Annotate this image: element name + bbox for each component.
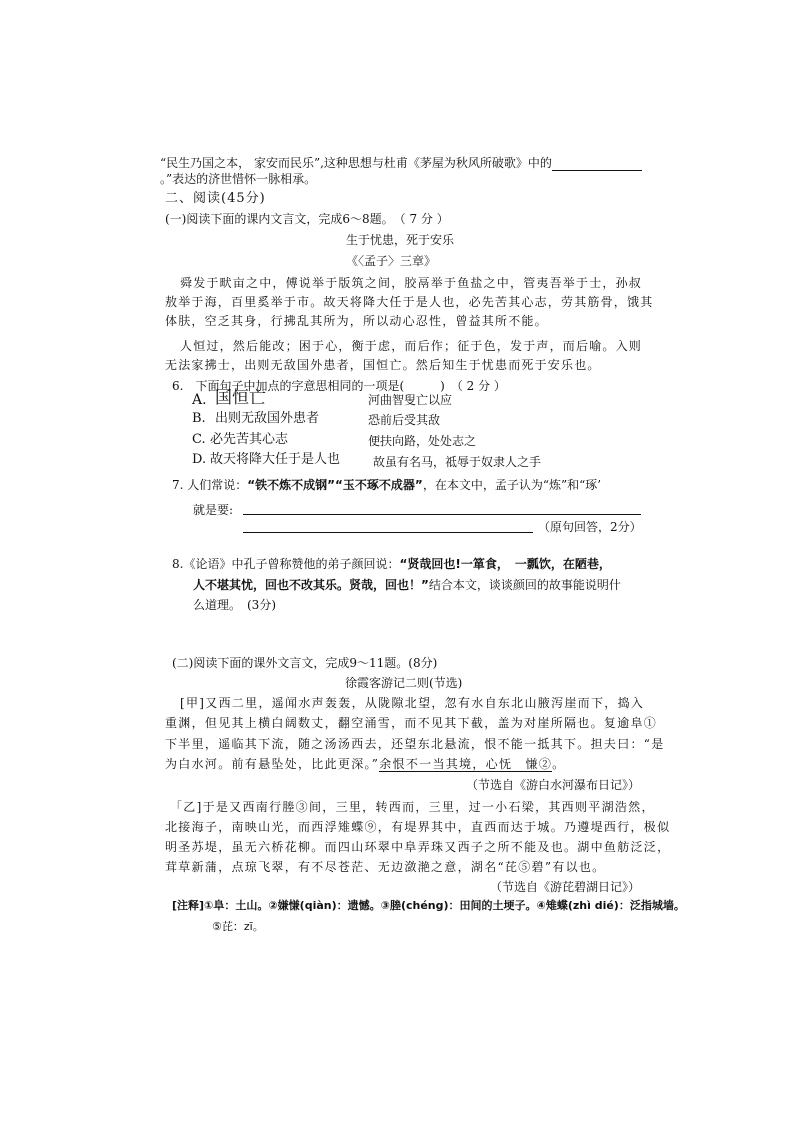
fill-blank[interactable] <box>552 158 642 171</box>
section-heading: 二、阅读(45分) <box>165 191 266 206</box>
part1-instruction: (一)阅读下面的课内文言文，完成6～8题。 （ 7 分 ） <box>165 212 449 226</box>
q8-text-2: 结合本文，谈谈颜回的故事能说明什 <box>428 578 621 592</box>
q7-answer-line-1[interactable] <box>243 514 641 515</box>
q7-answer-label: 就是要: <box>193 503 234 517</box>
q6-option-letter: B. <box>192 411 206 426</box>
q8-line-3: 么道理。 (3分) <box>193 598 276 612</box>
para1-line: 体肤，空乏其身，行拂乱其所为，所以动心忍性，曾益其所不能。 <box>165 314 548 328</box>
annotation-notes: [注释]①阜：土山。②嫌慊(qiàn)：遗憾。③塍(chéng)：田间的土埂子。④雉蝶(zhì dié)：泛指城墙。 <box>172 899 685 912</box>
jia-last-line <box>165 756 565 772</box>
yi-line: 「乙]于是又西南行塍③间，三里，转西而，三里，过一小石梁，其西则平湖浩然， <box>170 800 655 814</box>
q6-option-letter: C. <box>192 432 206 447</box>
part2-instruction: (二)阅读下面的课外文言文，完成9～11题。(8分) <box>172 656 438 670</box>
q6-option-letter: D. <box>192 452 207 467</box>
q8-text: 8.《论语》中孔子曾称赞他的弟子颜回说： <box>172 557 400 571</box>
intro-line-2: 。”表达的济世惜怀一脉相承。 <box>160 172 317 186</box>
q7-stem-text-2: ，在本文中，孟子认为“炼”和“琢’ <box>422 478 602 492</box>
q6-option-main: 故天将降大任于是人也 <box>210 452 341 467</box>
jia-text-end: 。 <box>552 757 566 771</box>
q8-line-2 <box>193 577 621 593</box>
q6-option-main: 必先苦其心志 <box>210 432 289 447</box>
q7-quote: “铁不炼不成钢”“玉不琢不成器” <box>247 478 423 492</box>
q6-option-main: 国恒亡 <box>215 388 266 408</box>
para1-line: 舜发于畎亩之中，傅说举于版筑之间，胶鬲举于鱼盐之中，管夷吾举于士，孙叔 <box>180 276 643 290</box>
yi-line: 明圣苏堤，虽无六桥花柳。而四山环翠中阜弄珠又西子之所不能及也。湖中鱼舫泛泛， <box>165 840 671 854</box>
q8-quote-2: 人不堪其忧，回也不改其乐。贤哉，回也！” <box>193 578 429 592</box>
jia-line: 重渊，但见其上横白阔数丈，翻空涌雪，而不见其下截，盖为对崖所隔也。复逾阜① <box>165 716 658 730</box>
para2-line: 人恒过，然后能改；困于心，衡于虑，而后作；征于色，发于声，而后喻。入则 <box>180 339 643 353</box>
q6-option-compare: 恐前后受其敌 <box>368 413 441 427</box>
yi-source: （节选自《游芘碧湖日记》） <box>489 880 640 894</box>
q6-option-compare: 故虽有名马，祗辱于奴隶人之手 <box>373 455 542 469</box>
yi-line: 北接海子，南映山光，而西浮雉蝶⑨，有堤界其中，直西而达于城。乃遵堤西行，极似 <box>165 820 671 834</box>
q6-option-compare: 河曲智叟亡以应 <box>368 393 453 407</box>
intro-line-1 <box>160 155 642 171</box>
annotation-notes-2: ⑤芘：zī。 <box>212 920 264 933</box>
jia-line: [甲]又西二里，遥闻水声轰轰，从陇隙北望，忽有水自东北山腋泻崖而下，捣入 <box>180 696 645 710</box>
underlined-sentence: 余恨不一当其境，心怃 慊② <box>379 757 553 771</box>
yi-line: 茸草新蒲，点琼飞翠，有不尽苍茫、无边潋滟之意，湖名“芘⑤碧”有以也。 <box>165 860 606 874</box>
q6-stem: 6. 下面句子中加点的字意思相同的一项是( ) （ 2 分 ） <box>172 379 506 393</box>
q7-note: （原句回答，2分） <box>538 520 642 534</box>
jia-text: 为白水河。前有悬坠处，比此更深。” <box>165 757 380 771</box>
q7-stem <box>172 477 601 493</box>
para1-line: 敖举于海，百里奚举于市。故天将降大任于是人也，必先苦其心志，劳其筋骨，饿其 <box>165 295 654 309</box>
q7-stem-text: 7. 人们常说： <box>172 478 248 492</box>
jia-source: （节选自《游白水河瀑布日记》） <box>465 778 640 792</box>
part2-title: 徐霞客游记二则(节选) <box>345 676 463 690</box>
q6-option-main: 出则无敌国外患者 <box>215 411 320 426</box>
para2-line: 无法家拂士，出则无敌国外患者，国恒亡。然后知生于忧患而死于安乐也。 <box>165 358 601 372</box>
jia-line: 下半里，遥临其下流，随之汤汤西去，还望东北悬流，恨不能一抵其下。担夫曰：“是 <box>165 737 665 751</box>
q8-line-1 <box>172 556 611 572</box>
q6-option-compare: 便扶向路，处处志之 <box>368 434 477 448</box>
q7-answer-line-2[interactable] <box>243 532 533 533</box>
intro-text: “民生乃国之本， 家安而民乐”,这种思想与杜甫《茅屋为秋风所破歌》中的 <box>160 156 552 170</box>
passage-title: 生于忧患，死于安乐 <box>346 233 455 247</box>
q6-option-letter: A. <box>192 392 207 408</box>
q8-quote: “贤哉回也!一箪食， 一瓢饮，在陋巷， <box>399 557 611 571</box>
passage-source: 《〈孟子〉三章》 <box>346 254 437 268</box>
